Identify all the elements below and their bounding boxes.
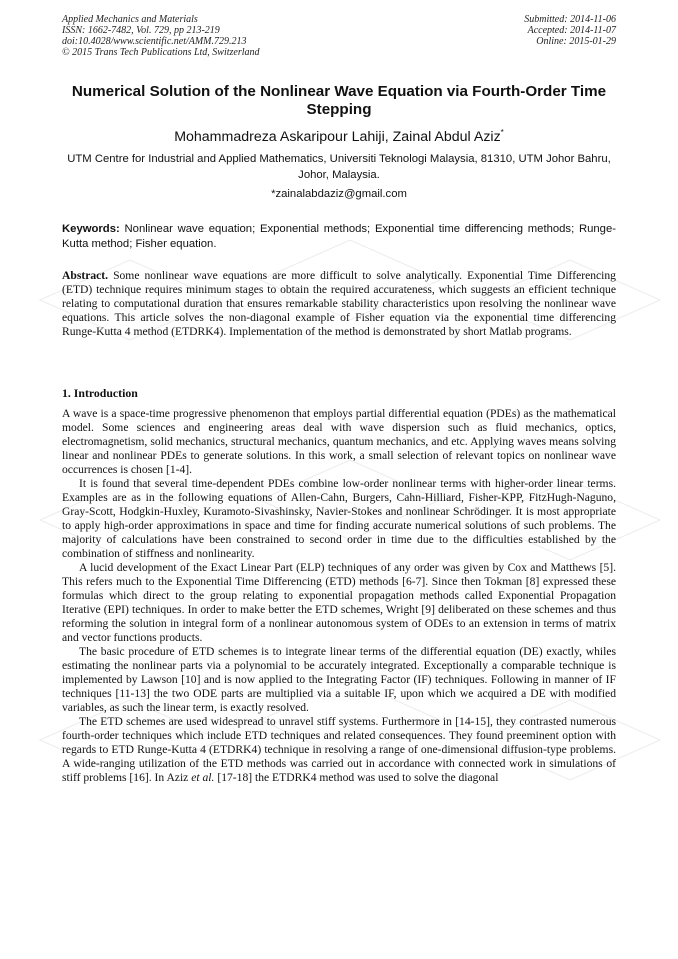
accepted-date: Accepted: 2014-11-07 — [527, 25, 616, 36]
paragraph-2: It is found that several time-dependent PDEs combine low-order nonlinear terms with higher-order linear terms. Examples are as in the following equations of Allen-Cahn, Burgers, Cahn-Hilliard, Fisher-KPP, FitzHugh-Naguno, Gray-Scott, Hodgkin-Huxley, Kuramoto-Sivashinsky, Navier-Stokes and nonlinear Schrödinger. It is most appropriate to apply high-order approximations in space and time for finding accurate numerical solutions of such problems. The majority of calculations have been constrained to second order in time due to the difficulties established by the combination of stiffness and nonlinearity. — [62, 477, 616, 560]
section-heading-introduction: 1. Introduction — [62, 386, 138, 400]
issn-line: ISSN: 1662-7482, Vol. 729, pp 213-219 — [62, 25, 220, 36]
journal-name: Applied Mechanics and Materials — [62, 14, 198, 25]
paragraph-5 — [62, 715, 616, 785]
dates-info — [524, 14, 616, 47]
abstract-label: Abstract. — [62, 269, 109, 282]
paragraph-1: A wave is a space-time progressive phenomenon that employs partial differential equation (PDEs) as the mathematical model. Some sciences and engineering areas deal with wave dispersion such as fluid mechanics, optics, electromagnetism, solid mechanics, structural mechanics, quantum mechanics, and etc. Applying waves means solving linear and nonlinear PDEs to generate solutions. In this work, a small selection of relevant topics on nonlinear wave occurrences is chosen [1-4]. — [62, 407, 616, 476]
abstract-text: Some nonlinear wave equations are more difficult to solve analytically. Exponential Time Differencing (ETD) technique requires minimum stages to obtain the required accurateness, which suggests an efficient technique relating to computational duration that ensures remarkable stability characteristics upon resolving the nonlinear wave equations. This article solves the non-diagonal example of Fisher equation via the exponential time differencing Runge-Kutta 4 method (ETDRK4). Implementation of the method is demonstrated by short Matlab programs. — [62, 269, 616, 338]
abstract-block — [62, 269, 616, 339]
author-names: Mohammadreza Askaripour Lahiji, Zainal Abdul Aziz — [174, 129, 501, 145]
corresponding-mark: * — [500, 128, 504, 137]
paragraph-3: A lucid development of the Exact Linear Part (ELP) techniques of any order was given by Cox and Matthews [5]. This refers much to the Exponential Time Differencing (ETD) methods [6-7]. Since then Tokman [8] expressed these formulas which direct to the group relating to exponential propagation methods called Exponential Propagation Iterative (EPI) techniques. In order to make better the ETD schemes, Wright [9] deliberated on these schemes and thus reforming the solution in integral form of a nonlinear autonomous system of ODEs to an extension in terms of matrix and vector functions products. — [62, 561, 616, 644]
keywords-block — [62, 222, 616, 251]
paragraph-5-text-b: [17-18] the ETDRK4 method was used to solve the diagonal — [217, 771, 499, 784]
paper-title: Numerical Solution of the Nonlinear Wave Equation via Fourth-Order Time Stepping — [71, 83, 607, 118]
introduction-body — [62, 407, 616, 785]
online-date: Online: 2015-01-29 — [536, 36, 616, 47]
affiliation: UTM Centre for Industrial and Applied Mathematics, Universiti Teknologi Malaysia, 81310, UTM Johor Bahru, Johor, Malaysia. — [67, 153, 611, 181]
paragraph-5-text-a: The ETD schemes are used widespread to unravel stiff systems. Furthermore in [14-15], they contrasted numerous fourth-order techniques which include ETD techniques and related consequences. They found preeminent option with regards to ETD Runge-Kutta 4 (ETDRK4) technique in resolving a range of one-dimensional diffusion-type problems. A wide-ranging utilization of the ETD methods was carried out in accordance with connected work in simulations of stiff problems [16]. In Aziz — [62, 715, 616, 784]
paragraph-4: The basic procedure of ETD schemes is to integrate linear terms of the differential equation (DE) exactly, whiles estimating the nonlinear parts via a polynomial to be accurately integrated. Exceptionally a comparable technique is implemented by Lawson [10] and is now applied to the Integrating Factor (IF) techniques. Following in manner of IF techniques [11-13] the two ODE parts are multiplied via a suitable IF, upon which we acquired a DE with modified variables, as such the linear term, is exactly resolved. — [62, 645, 616, 714]
keywords-label: Keywords: — [62, 223, 120, 235]
copyright-line: © 2015 Trans Tech Publications Ltd, Switzerland — [62, 47, 260, 58]
publication-info — [62, 14, 260, 58]
et-al: et al. — [191, 771, 215, 784]
submitted-date: Submitted: 2014-11-06 — [524, 14, 616, 25]
author-list — [62, 124, 616, 146]
doi-line: doi:10.4028/www.scientific.net/AMM.729.213 — [62, 36, 247, 47]
keywords-text: Nonlinear wave equation; Exponential methods; Exponential time differencing methods; Runge-Kutta method; Fisher equation. — [62, 223, 617, 250]
author-email[interactable]: *zainalabdaziz@gmail.com — [271, 188, 407, 200]
